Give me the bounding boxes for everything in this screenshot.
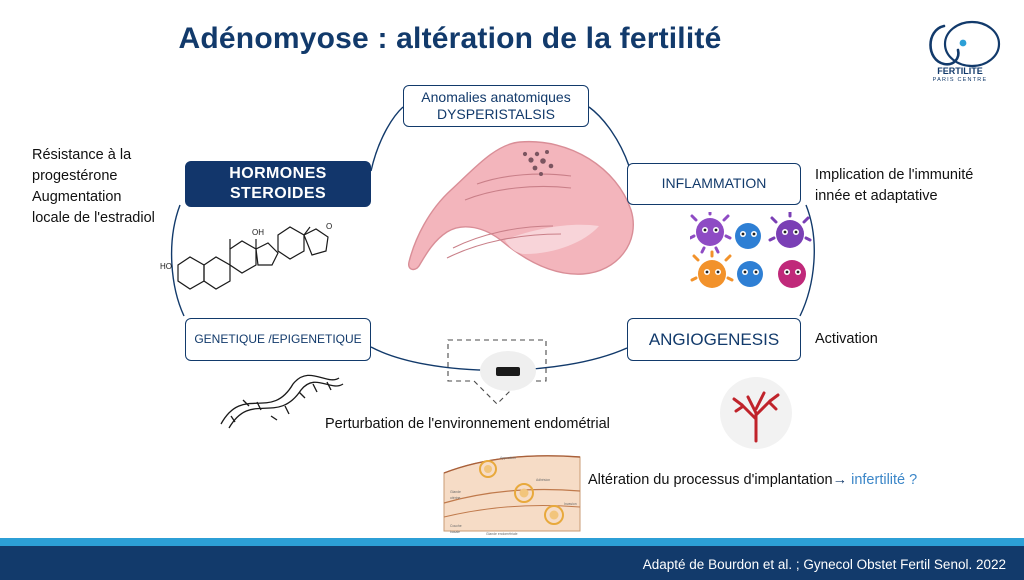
annotation-left-line2: progestérone [32, 168, 118, 185]
node-angiogenesis[interactable] [627, 318, 801, 361]
blood-vessel-icon [718, 375, 794, 451]
node-genetique-epigenetique[interactable] [185, 318, 371, 361]
node-angiogenesis-label: ANGIOGENESIS [648, 329, 780, 349]
annotation-immunity-line2: innée et adaptative [815, 188, 938, 205]
node-hormones-line1: HORMONES [229, 165, 327, 182]
footer-accent-bar [0, 538, 1024, 546]
annotation-activation: Activation [815, 331, 878, 347]
svg-text:Adhésion: Adhésion [536, 478, 551, 482]
annotation-left-line4: locale de l'estradiol [32, 210, 155, 227]
uterus-illustration-icon [385, 130, 655, 305]
logo-subtitle: PARIS CENTRE [932, 77, 988, 84]
annotation-immunity-line1: Implication de l'immunité [815, 167, 974, 183]
svg-text:HO: HO [160, 262, 172, 271]
node-hormones-steroides[interactable] [185, 161, 371, 207]
node-hormones-line2: STEROIDES [229, 185, 327, 202]
footer-citation: Adapté de Bourdon et al. ; Gynecol Obstet Fertil Senol. 2022 [642, 557, 1006, 572]
svg-text:O: O [326, 222, 333, 231]
annotation-implantation-prefix: Altération du processus d'implantation [588, 472, 833, 488]
annotation-progesterone-resistance [32, 145, 202, 229]
annotation-implantation [588, 470, 988, 491]
node-inflammation[interactable] [627, 163, 801, 205]
annotation-implantation-suffix: infertilité ? [851, 472, 918, 488]
endometrium-implantation-icon [428, 443, 596, 541]
embryo-icon [462, 343, 554, 403]
annotation-perturbation-endometre: Perturbation de l'environnement endométrial [325, 416, 610, 432]
node-inflammation-label: INFLAMMATION [661, 175, 767, 192]
node-anomalies-line1: Anomalies anatomiques [421, 88, 571, 105]
immune-cells-icon [690, 212, 820, 294]
svg-text:Invasion: Invasion [564, 502, 577, 506]
logo-text [914, 66, 1006, 84]
node-anomalies-line2: DYSPERISTALSIS [436, 106, 555, 122]
node-genetique-label: GENETIQUE /EPIGENETIQUE [194, 332, 362, 346]
svg-text:Glande endométriale: Glande endométriale [486, 532, 518, 536]
svg-text:Couche: Couche [450, 524, 462, 528]
logo-name: FERTILITE [937, 65, 983, 76]
svg-text:OH: OH [252, 228, 264, 237]
svg-text:utérine: utérine [450, 496, 461, 500]
svg-text:basale: basale [450, 530, 460, 534]
annotation-immunity [815, 165, 1015, 207]
svg-text:Apposition: Apposition [500, 456, 516, 460]
page-title: Adénomyose : altération de la fertilité [178, 22, 722, 55]
svg-text:Glande: Glande [450, 490, 461, 494]
annotation-left-line1: Résistance à la [32, 147, 132, 163]
node-anomalies-anatomiques[interactable] [403, 85, 589, 127]
logo [914, 12, 1006, 92]
annotation-left-line3: Augmentation [32, 189, 122, 206]
arrow-right-icon: → [832, 472, 848, 488]
